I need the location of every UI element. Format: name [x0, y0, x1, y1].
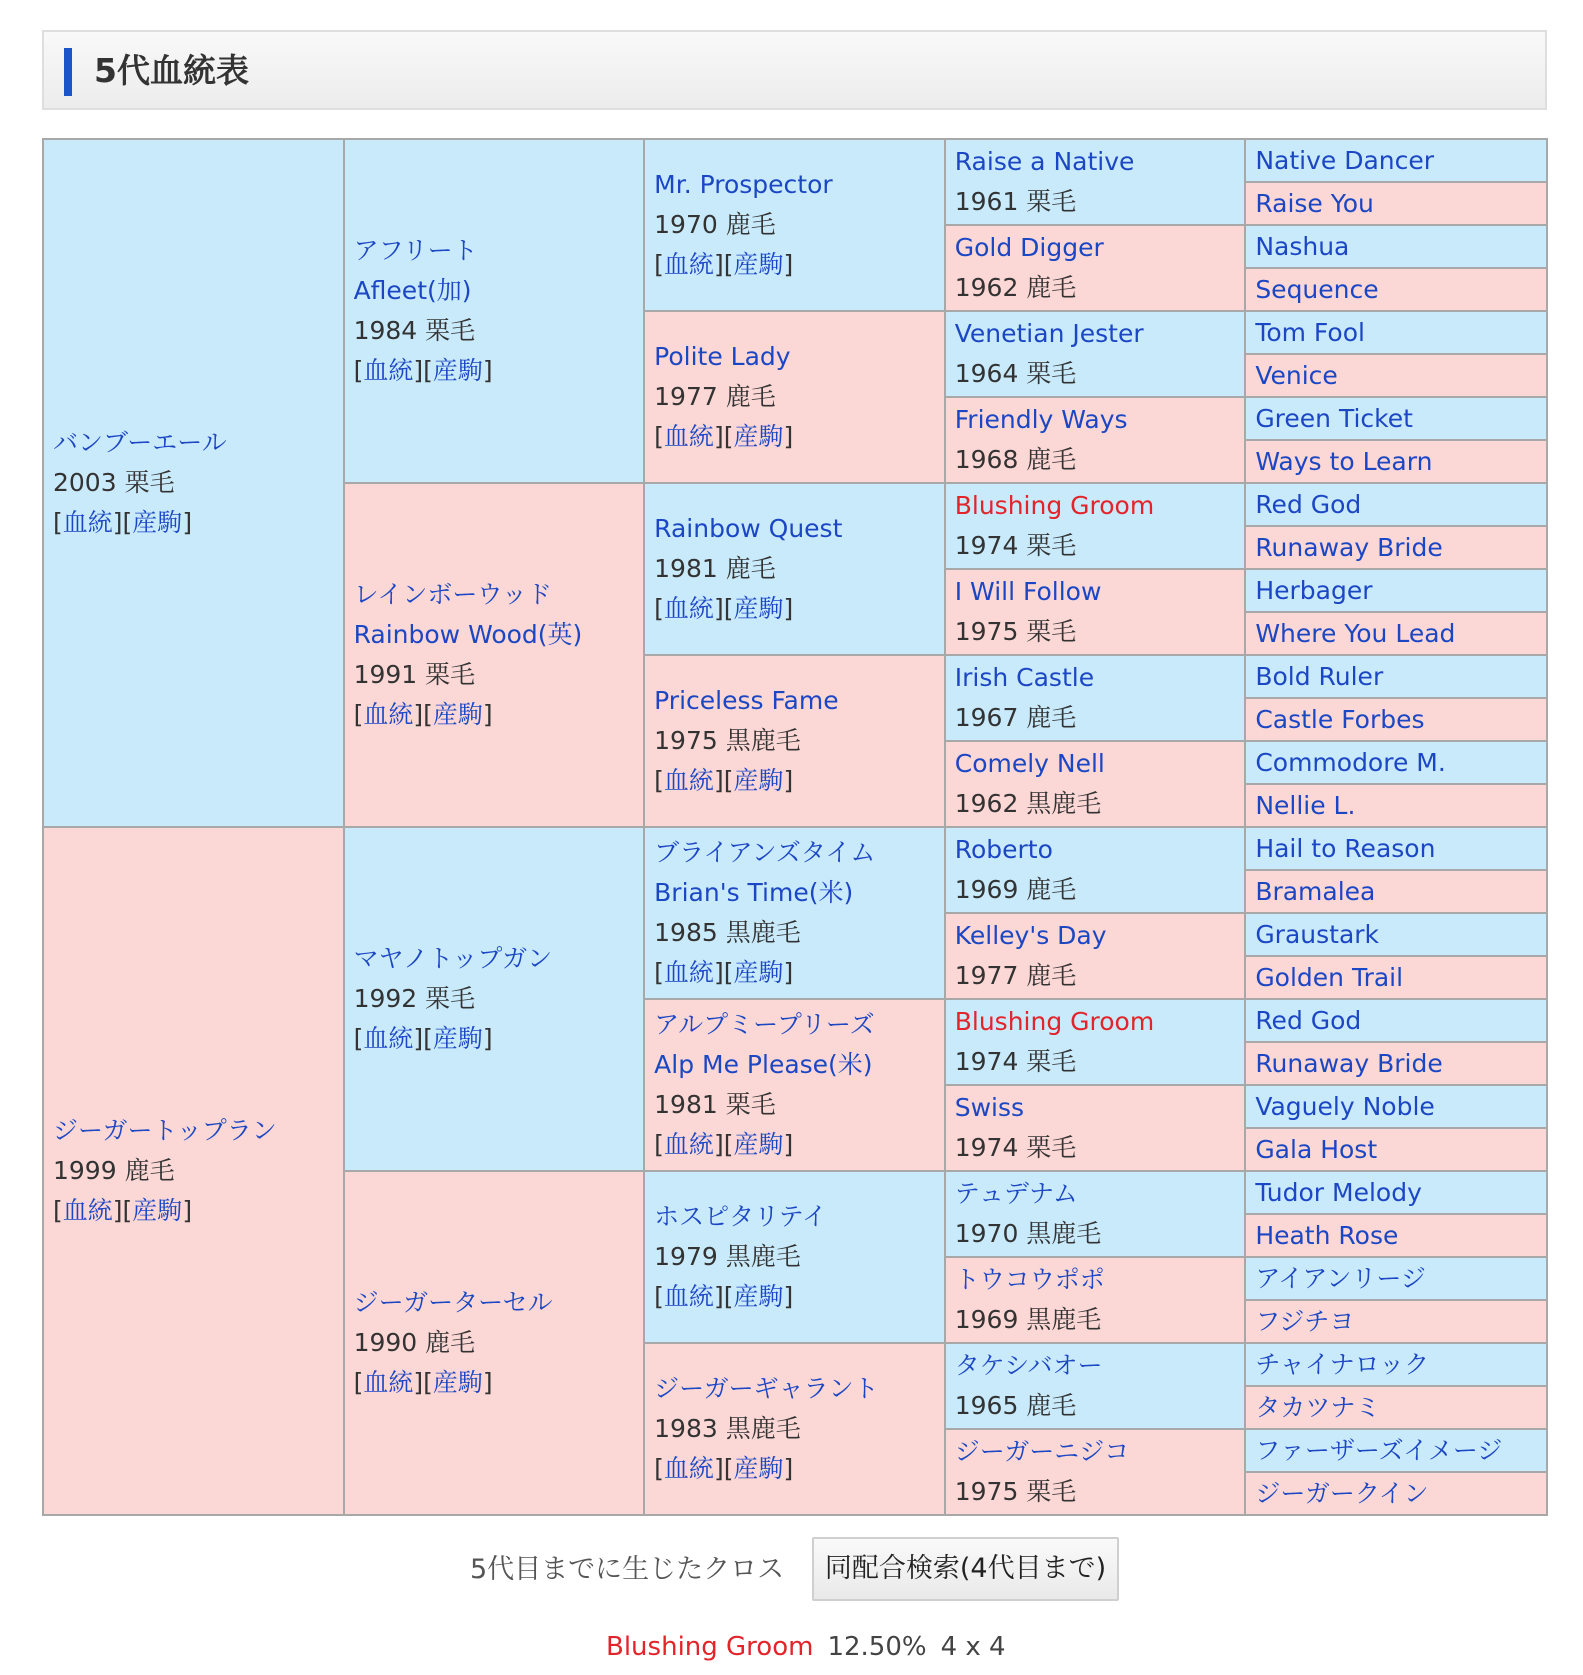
- g4-cell-16: [945, 1429, 1246, 1515]
- cross-summary: [606, 1627, 1006, 1667]
- g2-4-name-jp[interactable]: ジーガーターセル: [353, 1288, 553, 1317]
- g2-2-year-color: 1991 栗毛: [353, 660, 476, 689]
- g3-2-progeny-link[interactable]: 産駒: [733, 422, 784, 451]
- g5-30-name[interactable]: タカツナミ: [1255, 1392, 1381, 1422]
- g3-cell-7: ホスピタリテイ 1979 黒鹿毛 [血統][産駒]: [644, 1171, 945, 1343]
- g5-17-name[interactable]: Hail to Reason: [1255, 833, 1436, 863]
- g4-12-year-color: 1974 栗毛: [954, 1133, 1077, 1162]
- sire-progeny-link[interactable]: 産駒: [132, 508, 183, 537]
- g5-23-name[interactable]: Vaguely Noble: [1255, 1091, 1435, 1121]
- g2-4-progeny-link[interactable]: 産駒: [432, 1368, 483, 1397]
- g4-14-year-color: 1969 黒鹿毛: [954, 1305, 1102, 1334]
- g5-cell-12: [1245, 612, 1547, 655]
- g5-18-name[interactable]: Bramalea: [1255, 876, 1376, 906]
- g5-cell-16: [1245, 784, 1547, 827]
- g5-7-name[interactable]: Green Ticket: [1255, 403, 1413, 433]
- g5-25-name[interactable]: Tudor Melody: [1255, 1177, 1422, 1207]
- g4-5-year-color: 1974 栗毛: [954, 531, 1077, 560]
- g5-cell-2: [1245, 182, 1547, 225]
- g2-cell-2: レインボーウッド Rainbow Wood(英) 1991 栗毛 [血統][産駒]: [344, 483, 645, 827]
- g5-cell-20: [1245, 956, 1547, 999]
- g4-5-name-cross[interactable]: Blushing Groom: [954, 491, 1155, 520]
- g2-2-pedigree-link[interactable]: 血統: [363, 700, 414, 729]
- g4-cell-14: [945, 1257, 1246, 1343]
- g2-3-progeny-link[interactable]: 産駒: [432, 1024, 483, 1053]
- g3-3-year-color: 1981 鹿毛: [654, 554, 776, 583]
- g3-1-progeny-link[interactable]: 産駒: [733, 250, 784, 279]
- g4-cell-7: [945, 655, 1246, 741]
- g4-3-name[interactable]: Venetian Jester: [954, 319, 1144, 348]
- g3-cell-3: Rainbow Quest 1981 鹿毛 [血統][産駒]: [644, 483, 945, 655]
- g5-cell-27: [1245, 1257, 1547, 1300]
- g4-8-name[interactable]: Comely Nell: [954, 749, 1105, 778]
- g3-5-progeny-link[interactable]: 産駒: [733, 958, 784, 987]
- g4-cell-11: [945, 999, 1246, 1085]
- g5-11-name[interactable]: Herbager: [1255, 575, 1373, 605]
- g5-5-name[interactable]: Tom Fool: [1255, 317, 1365, 347]
- g3-7-progeny-link[interactable]: 産駒: [733, 1282, 784, 1311]
- sire-cell: バンブーエール 2003 栗毛 [血統][産駒]: [43, 139, 344, 827]
- g5-cell-19: [1245, 913, 1547, 956]
- g4-2-name[interactable]: Gold Digger: [954, 233, 1104, 262]
- g3-cell-8: ジーガーギャラント 1983 黒鹿毛 [血統][産駒]: [644, 1343, 945, 1515]
- g3-1-year-color: 1970 鹿毛: [654, 210, 776, 239]
- g5-cell-18: [1245, 870, 1547, 913]
- sire-name-link[interactable]: バンブーエール: [53, 428, 227, 457]
- g4-8-year-color: 1962 黒鹿毛: [954, 789, 1102, 818]
- g5-cell-13: [1245, 655, 1547, 698]
- g2-3-name-jp[interactable]: マヤノトップガン: [353, 944, 553, 973]
- g5-cell-11: [1245, 569, 1547, 612]
- g3-4-year-color: 1975 黒鹿毛: [654, 726, 801, 755]
- header-accent-bar: [64, 48, 72, 96]
- g4-cell-5: [945, 483, 1246, 569]
- g2-cell-1: アフリート Afleet(加) 1984 栗毛 [血統][産駒]: [344, 139, 645, 483]
- g4-9-name[interactable]: Roberto: [954, 835, 1053, 864]
- g4-12-name[interactable]: Swiss: [954, 1093, 1025, 1122]
- dam-pedigree-link[interactable]: 血統: [62, 1196, 113, 1225]
- g4-cell-15: [945, 1343, 1246, 1429]
- g5-15-name[interactable]: Commodore M.: [1255, 747, 1446, 777]
- g3-7-pedigree-link[interactable]: 血統: [663, 1282, 714, 1311]
- g3-2-year-color: 1977 鹿毛: [654, 382, 776, 411]
- g4-15-name[interactable]: タケシバオー: [954, 1351, 1103, 1380]
- g5-cell-29: [1245, 1343, 1547, 1386]
- g4-cell-2: [945, 225, 1246, 311]
- g4-cell-3: [945, 311, 1246, 397]
- g5-cell-30: [1245, 1386, 1547, 1429]
- sire-year-color: 2003 栗毛: [53, 468, 175, 497]
- g4-cell-6: [945, 569, 1246, 655]
- g4-14-name[interactable]: トウコウポポ: [954, 1265, 1105, 1294]
- g5-12-name[interactable]: Where You Lead: [1255, 618, 1456, 648]
- g3-5-pedigree-link[interactable]: 血統: [663, 958, 714, 987]
- g4-cell-13: [945, 1171, 1246, 1257]
- g3-8-progeny-link[interactable]: 産駒: [733, 1454, 784, 1483]
- g5-8-name[interactable]: Ways to Learn: [1255, 446, 1433, 476]
- dam-cell: ジーガートップラン 1999 鹿毛 [血統][産駒]: [43, 827, 344, 1515]
- g4-15-year-color: 1965 鹿毛: [954, 1391, 1077, 1420]
- g5-2-name[interactable]: Raise You: [1255, 188, 1374, 218]
- g5-4-name[interactable]: Sequence: [1255, 274, 1379, 304]
- dam-progeny-link[interactable]: 産駒: [132, 1196, 183, 1225]
- g5-cell-23: [1245, 1085, 1547, 1128]
- g3-cell-6: アルプミープリーズ Alp Me Please(米) 1981 栗毛 [血統][産駒]: [644, 999, 945, 1171]
- g3-1-pedigree-link[interactable]: 血統: [663, 250, 714, 279]
- g3-8-year-color: 1983 黒鹿毛: [654, 1414, 801, 1443]
- g3-7-name-jp[interactable]: ホスピタリテイ: [654, 1202, 827, 1231]
- g4-11-name-cross[interactable]: Blushing Groom: [954, 1007, 1155, 1036]
- g5-24-name[interactable]: Gala Host: [1255, 1134, 1378, 1164]
- g5-cell-32: [1245, 1472, 1547, 1515]
- g5-cell-4: [1245, 268, 1547, 311]
- g5-cell-9: [1245, 483, 1547, 526]
- g3-cell-2: Polite Lady 1977 鹿毛 [血統][産駒]: [644, 311, 945, 483]
- g3-2-name[interactable]: Polite Lady: [654, 342, 791, 371]
- g4-9-year-color: 1969 鹿毛: [954, 875, 1077, 904]
- same-mating-search-button[interactable]: 同配合検索(4代目まで): [812, 1537, 1119, 1601]
- g5-6-name[interactable]: Venice: [1255, 360, 1338, 390]
- g3-cell-4: Priceless Fame 1975 黒鹿毛 [血統][産駒]: [644, 655, 945, 827]
- g4-13-year-color: 1970 黒鹿毛: [954, 1219, 1102, 1248]
- g5-cell-3: [1245, 225, 1547, 268]
- g3-8-pedigree-link[interactable]: 血統: [663, 1454, 714, 1483]
- g4-1-year-color: 1961 栗毛: [954, 187, 1077, 216]
- g5-1-name[interactable]: Native Dancer: [1255, 145, 1435, 175]
- g4-cell-9: [945, 827, 1246, 913]
- g5-28-name[interactable]: フジチヨ: [1255, 1306, 1355, 1336]
- g2-2-progeny-link[interactable]: 産駒: [432, 700, 483, 729]
- g5-10-name[interactable]: Runaway Bride: [1255, 532, 1443, 562]
- g3-5-name-en[interactable]: Brian's Time(米): [654, 878, 854, 907]
- g5-9-name[interactable]: Red God: [1255, 489, 1362, 519]
- g5-29-name[interactable]: チャイナロック: [1255, 1349, 1430, 1379]
- cross-generations: 4 x 4: [940, 1632, 1006, 1662]
- g5-14-name[interactable]: Castle Forbes: [1255, 704, 1425, 734]
- g5-21-name[interactable]: Red God: [1255, 1005, 1362, 1035]
- g5-13-name[interactable]: Bold Ruler: [1255, 661, 1384, 691]
- dam-year-color: 1999 鹿毛: [53, 1156, 175, 1185]
- dam-name-link[interactable]: ジーガートップラン: [53, 1116, 277, 1145]
- g5-22-name[interactable]: Runaway Bride: [1255, 1048, 1443, 1078]
- g3-1-name[interactable]: Mr. Prospector: [654, 170, 833, 199]
- cross-horse-link[interactable]: Blushing Groom: [606, 1632, 814, 1662]
- g4-6-name[interactable]: I Will Follow: [954, 577, 1102, 606]
- g3-5-name-jp[interactable]: ブライアンズタイム: [654, 838, 876, 867]
- g2-3-pedigree-link[interactable]: 血統: [363, 1024, 414, 1053]
- g5-cell-6: [1245, 354, 1547, 397]
- g3-6-name-en[interactable]: Alp Me Please(米): [654, 1050, 873, 1079]
- g3-4-progeny-link[interactable]: 産駒: [733, 766, 784, 795]
- g5-16-name[interactable]: Nellie L.: [1255, 790, 1356, 820]
- g5-cell-5: [1245, 311, 1547, 354]
- g3-6-pedigree-link[interactable]: 血統: [663, 1130, 714, 1159]
- g4-cell-12: [945, 1085, 1246, 1171]
- g2-2-name-jp[interactable]: レインボーウッド: [353, 580, 552, 609]
- g5-27-name[interactable]: アイアンリージ: [1255, 1263, 1426, 1293]
- g4-16-name[interactable]: ジーガーニジコ: [954, 1437, 1130, 1466]
- pedigree-table: [42, 138, 1548, 1516]
- g3-6-progeny-link[interactable]: 産駒: [733, 1130, 784, 1159]
- g3-3-pedigree-link[interactable]: 血統: [663, 594, 714, 623]
- g2-1-progeny-link[interactable]: 産駒: [432, 356, 483, 385]
- g4-6-year-color: 1975 栗毛: [954, 617, 1077, 646]
- g3-4-name[interactable]: Priceless Fame: [654, 686, 839, 715]
- g5-cell-22: [1245, 1042, 1547, 1085]
- g3-cell-5: ブライアンズタイム Brian's Time(米) 1985 黒鹿毛 [血統][産駒]: [644, 827, 945, 999]
- g3-3-name[interactable]: Rainbow Quest: [654, 514, 843, 543]
- g5-cell-28: [1245, 1300, 1547, 1343]
- g5-cell-17: [1245, 827, 1547, 870]
- g5-cell-25: [1245, 1171, 1547, 1214]
- g5-20-name[interactable]: Golden Trail: [1255, 962, 1404, 992]
- g3-4-pedigree-link[interactable]: 血統: [663, 766, 714, 795]
- g2-1-name-jp[interactable]: アフリート: [353, 236, 478, 265]
- g3-6-year-color: 1981 栗毛: [654, 1090, 776, 1119]
- g2-1-name-en[interactable]: Afleet(加): [353, 276, 472, 305]
- g3-7-year-color: 1979 黒鹿毛: [654, 1242, 801, 1271]
- g3-3-progeny-link[interactable]: 産駒: [733, 594, 784, 623]
- g5-3-name[interactable]: Nashua: [1255, 231, 1350, 261]
- g3-2-pedigree-link[interactable]: 血統: [663, 422, 714, 451]
- g2-4-pedigree-link[interactable]: 血統: [363, 1368, 414, 1397]
- g2-cell-3: マヤノトップガン 1992 栗毛 [血統][産駒]: [344, 827, 645, 1171]
- g2-3-year-color: 1992 栗毛: [353, 984, 476, 1013]
- g5-cell-10: [1245, 526, 1547, 569]
- g2-2-name-en[interactable]: Rainbow Wood(英): [353, 620, 583, 649]
- g5-cell-1: [1245, 139, 1547, 182]
- g4-4-name[interactable]: Friendly Ways: [954, 405, 1128, 434]
- g5-cell-7: [1245, 397, 1547, 440]
- g5-32-name[interactable]: ジーガークイン: [1255, 1478, 1429, 1508]
- g4-4-year-color: 1968 鹿毛: [954, 445, 1077, 474]
- cross-section-label: 5代目までに生じたクロス: [470, 1554, 785, 1585]
- g4-16-year-color: 1975 栗毛: [954, 1477, 1077, 1506]
- g5-31-name[interactable]: ファーザーズイメージ: [1255, 1435, 1503, 1465]
- g4-cell-4: [945, 397, 1246, 483]
- g5-cell-24: [1245, 1128, 1547, 1171]
- g4-1-name[interactable]: Raise a Native: [954, 147, 1135, 176]
- g4-7-name[interactable]: Irish Castle: [954, 663, 1095, 692]
- g2-1-year-color: 1984 栗毛: [353, 316, 476, 345]
- g4-cell-8: [945, 741, 1246, 827]
- g4-3-year-color: 1964 栗毛: [954, 359, 1077, 388]
- g3-5-year-color: 1985 黒鹿毛: [654, 918, 801, 947]
- g4-11-year-color: 1974 栗毛: [954, 1047, 1077, 1076]
- g2-4-year-color: 1990 鹿毛: [353, 1328, 476, 1357]
- g2-cell-4: ジーガーターセル 1990 鹿毛 [血統][産駒]: [344, 1171, 645, 1515]
- g4-10-year-color: 1977 鹿毛: [954, 961, 1077, 990]
- g3-cell-1: Mr. Prospector 1970 鹿毛 [血統][産駒]: [644, 139, 945, 311]
- g4-2-year-color: 1962 鹿毛: [954, 273, 1077, 302]
- g4-10-name[interactable]: Kelley's Day: [954, 921, 1107, 950]
- g3-8-name-jp[interactable]: ジーガーギャラント: [654, 1374, 879, 1403]
- g4-cell-10: [945, 913, 1246, 999]
- g5-cell-15: [1245, 741, 1547, 784]
- g2-1-pedigree-link[interactable]: 血統: [363, 356, 414, 385]
- g4-cell-1: [945, 139, 1246, 225]
- g5-26-name[interactable]: Heath Rose: [1255, 1220, 1399, 1250]
- cross-percent: 12.50%: [827, 1632, 927, 1662]
- section-header: [42, 30, 1547, 110]
- g5-cell-8: [1245, 440, 1547, 483]
- g5-cell-14: [1245, 698, 1547, 741]
- g3-6-name-jp[interactable]: アルプミープリーズ: [654, 1010, 875, 1039]
- sire-pedigree-link[interactable]: 血統: [62, 508, 113, 537]
- g5-cell-31: [1245, 1429, 1547, 1472]
- g4-13-name[interactable]: テュデナム: [954, 1179, 1078, 1208]
- g5-cell-26: [1245, 1214, 1547, 1257]
- g4-7-year-color: 1967 鹿毛: [954, 703, 1077, 732]
- section-title: 5代血統表: [94, 51, 249, 90]
- g5-19-name[interactable]: Graustark: [1255, 919, 1380, 949]
- g5-cell-21: [1245, 999, 1547, 1042]
